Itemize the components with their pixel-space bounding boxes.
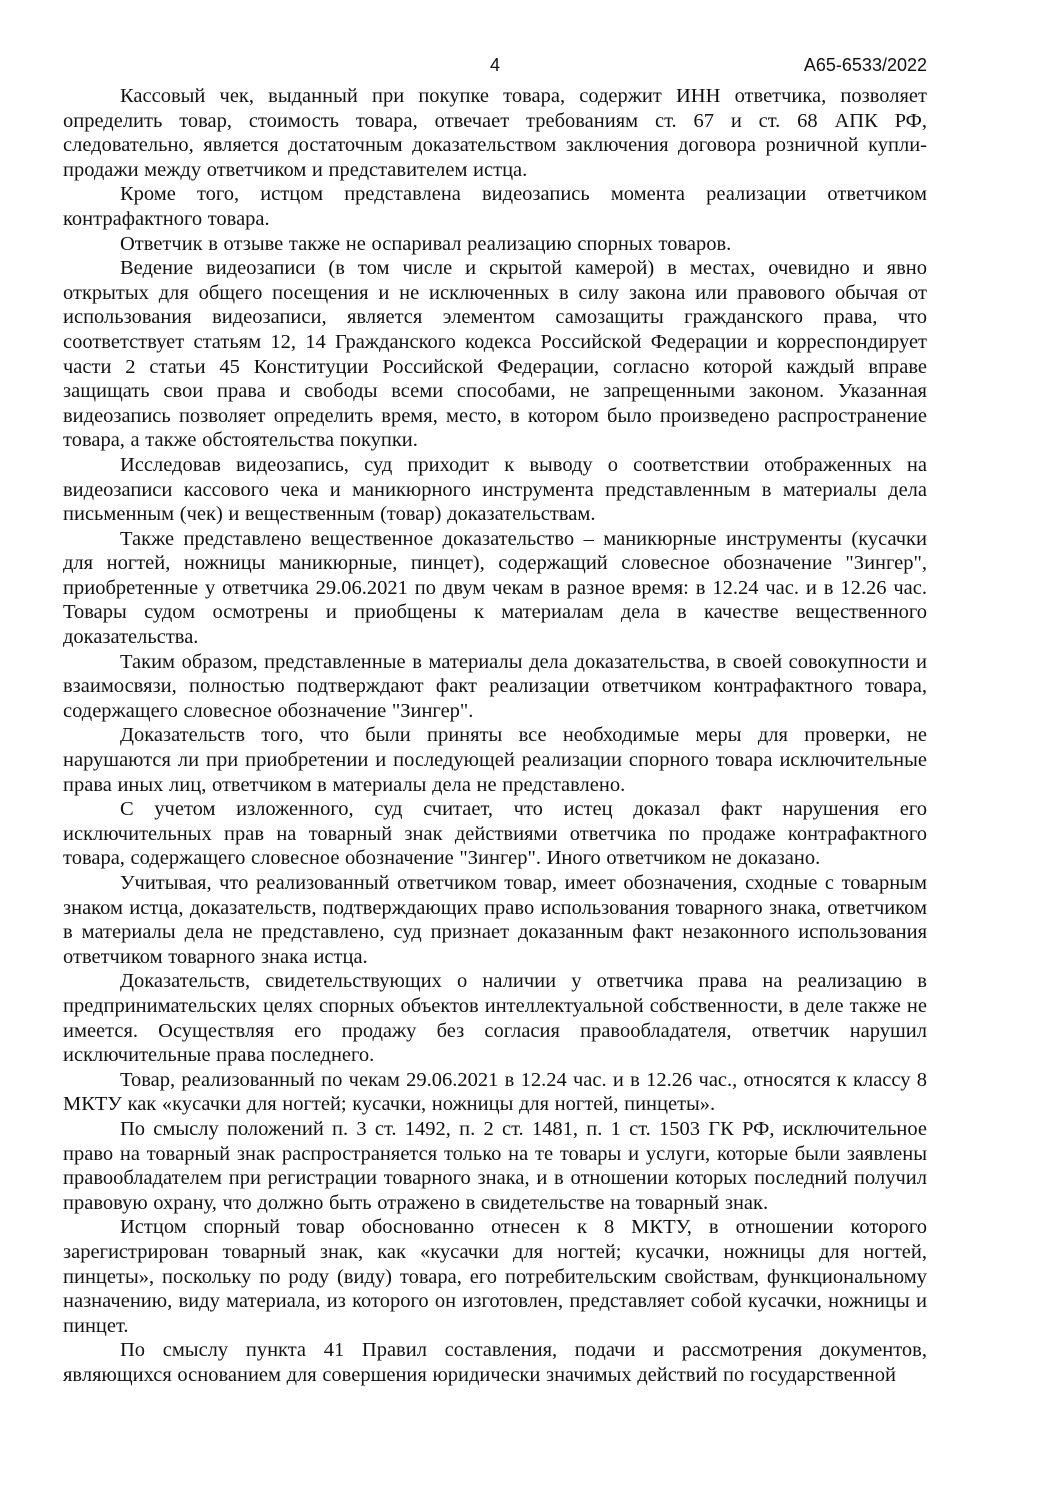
page-header — [63, 55, 927, 76]
paragraph: Исследовав видеозапись, суд приходит к выводу о соответствии отображенных на видеозаписи кассового чека и маникюрного инструмента представленным в материалы дела письменным (чек) и вещественным (товар) доказательствам. — [63, 453, 927, 526]
paragraph: Таким образом, представленные в материалы дела доказательства, в своей совокупности и взаимосвязи, полностью подтверждают факт реализации ответчиком контрафактного товара, содержащего словесное обозначение "Зингер". — [63, 650, 927, 722]
paragraph: Доказательств, свидетельствующих о наличии у ответчика права на реализацию в предпринимательских целях спорных объектов интеллектуальной собственности, в деле также не имеется. Осуществляя его продажу без согласия правообладателя, ответчик нарушил исключительные права последнего. — [63, 970, 927, 1067]
paragraph: Ведение видеозаписи (в том числе и скрытой камерой) в местах, очевидно и явно открытых для общего посещения и не исключенных в силу закона или правового обычая от использования видеозаписи, является элементом самозащиты гражданского права, что соответствует статьям 12, 14 Гражданского кодекса Российской Федерации и корреспондирует части 2 статьи 45 Конституции Российской Федерации, согласно которой каждый вправе защищать свои права и свободы всеми способами, не запрещенными законом. Указанная видеозапись позволяет определить время, место, в котором было произведено распространение товара, а также обстоятельства покупки. — [63, 257, 927, 452]
paragraph: С учетом изложенного, суд считает, что истец доказал факт нарушения его исключительных прав на товарный знак действиями ответчика по продаже контрафактного товара, содержащего словесное обозначение "Зингер". Иного ответчиком не доказано. — [63, 798, 927, 870]
paragraph: Товар, реализованный по чекам 29.06.2021 в 12.24 час. и в 12.26 час., относятся к классу 8 МКТУ как «кусачки для ногтей; кусачки, ножницы для ногтей, пинцеты». — [63, 1068, 927, 1116]
decision-text — [63, 84, 927, 1387]
case-number: А65-6533/2022 — [803, 55, 927, 75]
paragraph: По смыслу положений п. 3 ст. 1492, п. 2 ст. 1481, п. 1 ст. 1503 ГК РФ, исключительное право на товарный знак распространяется только на те товары и услуги, которые были заявлены правообладателем при регистрации товарного знака, и в отношении которых последний получил правовую охрану, что должно быть отражено в свидетельстве на товарный знак. — [63, 1117, 927, 1214]
paragraph: Ответчик в отзыве также не оспаривал реализацию спорных товаров. — [120, 232, 732, 255]
page-number: 4 — [489, 55, 501, 75]
paragraph: Также представлено вещественное доказательство – маникюрные инструменты (кусачки для ногтей, ножницы маникюрные, пинцет), содержащий словесное обозначение "Зингер", приобретенные у ответчика 29.06.2021 по двум чекам в разное время: в 12.24 час. и в 12.26 час. Товары судом осмотрены и приобщены к материалам дела в качестве вещественного доказательства. — [63, 527, 927, 649]
paragraph: Доказательств того, что были приняты все необходимые меры для проверки, не нарушаются ли при приобретении и последующей реализации спорного товара исключительные права иных лиц, ответчиком в материалы дела не представлено. — [63, 724, 927, 796]
paragraph: Учитывая, что реализованный ответчиком товар, имеет обозначения, сходные с товарным знаком истца, доказательств, подтверждающих право использования товарного знака, ответчиком в материалы дела не представлено, суд признает доказанным факт незаконного использования ответчиком товарного знака истца. — [63, 872, 927, 968]
paragraph: Кроме того, истцом представлена видеозапись момента реализации ответчиком контрафактного товара. — [63, 183, 927, 230]
paragraph: Кассовый чек, выданный при покупке товара, содержит ИНН ответчика, позволяет определить товар, стоимость товара, отвечает требованиям ст. 67 и ст. 68 АПК РФ, следовательно, является достаточным доказательством заключения договора розничной купли-продажи между ответчиком и представителем истца. — [63, 85, 927, 181]
paragraph: По смыслу пункта 41 Правил составления, подачи и рассмотрения документов, являющихся основанием для совершения юридически значимых действий по государственной — [63, 1339, 927, 1386]
paragraph: Истцом спорный товар обоснованно отнесен к 8 МКТУ, в отношении которого зарегистрирован товарный знак, как «кусачки для ногтей; кусачки, ножницы для ногтей, пинцеты», поскольку по роду (виду) товара, его потребительским свойствам, функциональному назначению, виду материала, из которого он изготовлен, представляет собой кусачки, ножницы и пинцет. — [63, 1216, 927, 1337]
